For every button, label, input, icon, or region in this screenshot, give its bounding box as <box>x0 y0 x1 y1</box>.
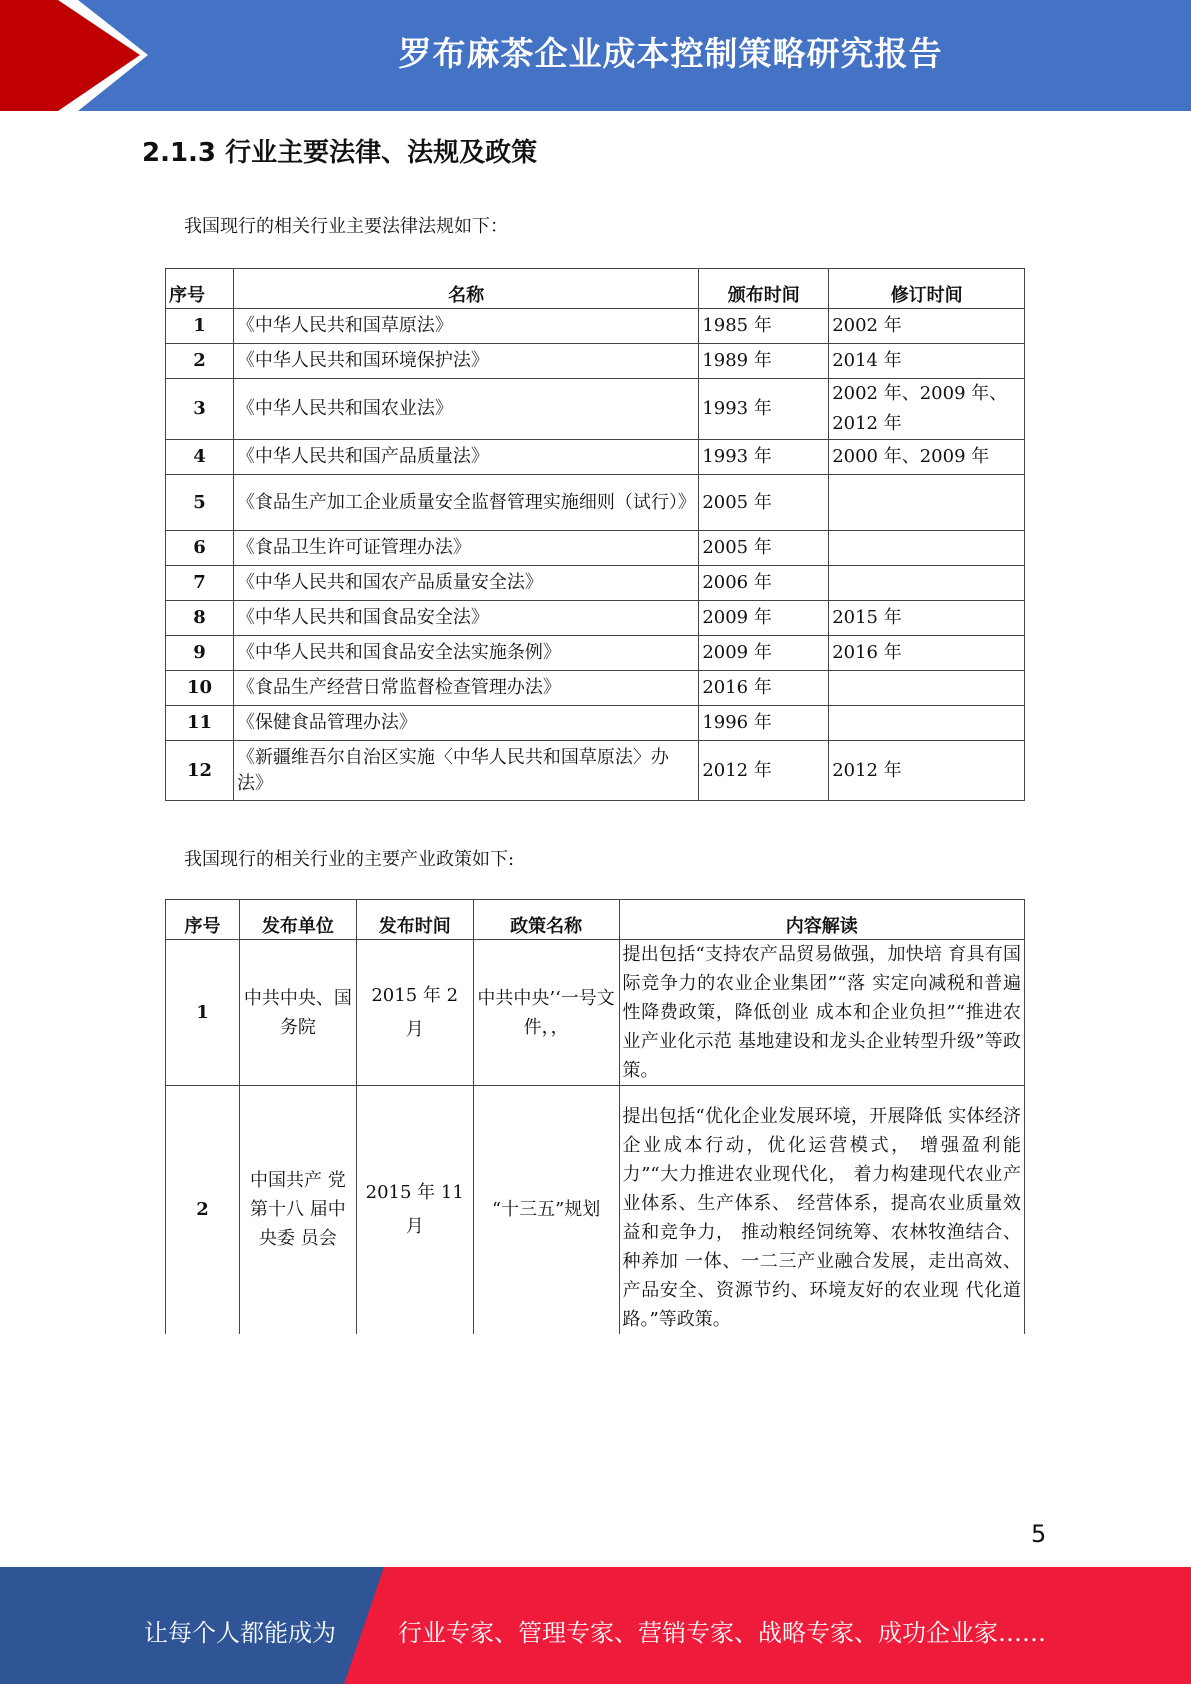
column-header: 序号 <box>166 269 234 309</box>
policy-name: “十三五”规划 <box>473 1086 619 1334</box>
row-number: 1 <box>166 309 234 344</box>
revised-year: 2012 年 <box>829 741 1025 801</box>
row-number: 5 <box>166 475 234 531</box>
table-row <box>166 379 1025 440</box>
issued-year: 2009 年 <box>699 636 829 671</box>
policy-name: 中共中央’‘一号文件，， <box>473 940 619 1086</box>
table-row <box>166 475 1025 531</box>
law-name: 《食品卫生许可证管理办法》 <box>233 531 698 566</box>
law-name: 《中华人民共和国食品安全法》 <box>233 601 698 636</box>
policy-content: 提出包括“优化企业发展环境，开展降低 实体经济企业成本行动，优化运营模式， 增强盈利能力”“大力推进农业现代化， 着力构建现代农业产业体系、生产体系、 经营体系，提高农业质量效益和竞争力， 推动粮经饲统筹、农林牧渔结合、种养加 一体、一二三产业融合发展，走出高效、 产品安全、资源节约、环境友好的农业现 代化道路。”等政策。 <box>619 1086 1024 1334</box>
row-number: 6 <box>166 531 234 566</box>
issued-year: 2012 年 <box>699 741 829 801</box>
law-name: 《中华人民共和国食品安全法实施条例》 <box>233 636 698 671</box>
column-header: 政策名称 <box>473 900 619 940</box>
revised-year <box>829 531 1025 566</box>
issued-year: 2005 年 <box>699 531 829 566</box>
table-row <box>166 566 1025 601</box>
issued-year: 2009 年 <box>699 601 829 636</box>
law-name: 《中华人民共和国草原法》 <box>233 309 698 344</box>
row-number: 4 <box>166 440 234 475</box>
table-row <box>166 309 1025 344</box>
law-name: 《中华人民共和国产品质量法》 <box>233 440 698 475</box>
revised-year: 2002 年、2009 年、2012 年 <box>829 379 1025 440</box>
revised-year: 2000 年、2009 年 <box>829 440 1025 475</box>
table-row <box>166 636 1025 671</box>
law-name: 《新疆维吾尔自治区实施〈中华人民共和国草原法〉办法》 <box>233 741 698 801</box>
policies-table <box>165 899 1025 1334</box>
table-header-row <box>166 900 1025 940</box>
issuer: 中共中央、国务院 <box>239 940 356 1086</box>
laws-intro: 我国现行的相关行业主要法律法规如下： <box>184 216 508 237</box>
table-header-row <box>166 269 1025 309</box>
page-number: 5 <box>1031 1520 1047 1548</box>
table-row <box>166 741 1025 801</box>
row-number: 1 <box>166 940 240 1086</box>
revised-year: 2002 年 <box>829 309 1025 344</box>
issued-year: 1993 年 <box>699 379 829 440</box>
row-number: 10 <box>166 671 234 706</box>
page-footer <box>0 1567 1191 1684</box>
table-row <box>166 531 1025 566</box>
revised-year <box>829 706 1025 741</box>
revised-year <box>829 671 1025 706</box>
law-name: 《中华人民共和国农业法》 <box>233 379 698 440</box>
column-header: 颁布时间 <box>699 269 829 309</box>
column-header: 序号 <box>166 900 240 940</box>
law-name: 《保健食品管理办法》 <box>233 706 698 741</box>
column-header: 修订时间 <box>829 269 1025 309</box>
issued-year: 2006 年 <box>699 566 829 601</box>
row-number: 2 <box>166 344 234 379</box>
table-row <box>166 940 1025 1086</box>
column-header: 内容解读 <box>619 900 1024 940</box>
table-row <box>166 671 1025 706</box>
issued-year: 2016 年 <box>699 671 829 706</box>
revised-year <box>829 475 1025 531</box>
column-header: 发布时间 <box>356 900 473 940</box>
column-header: 名称 <box>233 269 698 309</box>
row-number: 2 <box>166 1086 240 1334</box>
column-header: 发布单位 <box>239 900 356 940</box>
law-name: 《中华人民共和国农产品质量安全法》 <box>233 566 698 601</box>
row-number: 3 <box>166 379 234 440</box>
law-name: 《食品生产加工企业质量安全监督管理实施细则（试行）》 <box>233 475 698 531</box>
row-number: 7 <box>166 566 234 601</box>
footer-slogan-right: 行业专家、管理专家、营销专家、战略专家、成功企业家…… <box>398 1619 1046 1647</box>
table-row <box>166 1086 1025 1334</box>
page-header <box>0 0 1191 111</box>
law-name: 《中华人民共和国环境保护法》 <box>233 344 698 379</box>
table-row <box>166 440 1025 475</box>
issued-year: 1989 年 <box>699 344 829 379</box>
revised-year: 2016 年 <box>829 636 1025 671</box>
revised-year: 2015 年 <box>829 601 1025 636</box>
policy-content: 提出包括“支持农产品贸易做强，加快培 育具有国际竞争力的农业企业集团”“落 实定向减税和普遍性降费政策，降低创业 成本和企业负担”“推进农业产业化示范 基地建设和龙头企业转型升级”等政策。 <box>619 940 1024 1086</box>
laws-table <box>165 268 1025 801</box>
row-number: 8 <box>166 601 234 636</box>
footer-slogan-left: 让每个人都能成为 <box>144 1619 336 1647</box>
row-number: 12 <box>166 741 234 801</box>
issued-year: 1996 年 <box>699 706 829 741</box>
table-row <box>166 344 1025 379</box>
issuer: 中国共产 党第十八 届中央委 员会 <box>239 1086 356 1334</box>
table-row <box>166 706 1025 741</box>
law-name: 《食品生产经营日常监督检查管理办法》 <box>233 671 698 706</box>
document-title: 罗布麻茶企业成本控制策略研究报告 <box>398 34 943 73</box>
policies-intro: 我国现行的相关行业的主要产业政策如下: <box>184 849 515 870</box>
issued-year: 2005 年 <box>699 475 829 531</box>
section-heading: 2.1.3 行业主要法律、法规及政策 <box>142 138 538 168</box>
release-date: 2015 年 11 月 <box>356 1086 473 1334</box>
row-number: 11 <box>166 706 234 741</box>
revised-year: 2014 年 <box>829 344 1025 379</box>
revised-year <box>829 566 1025 601</box>
row-number: 9 <box>166 636 234 671</box>
issued-year: 1985 年 <box>699 309 829 344</box>
release-date: 2015 年 2 月 <box>356 940 473 1086</box>
issued-year: 1993 年 <box>699 440 829 475</box>
table-row <box>166 601 1025 636</box>
